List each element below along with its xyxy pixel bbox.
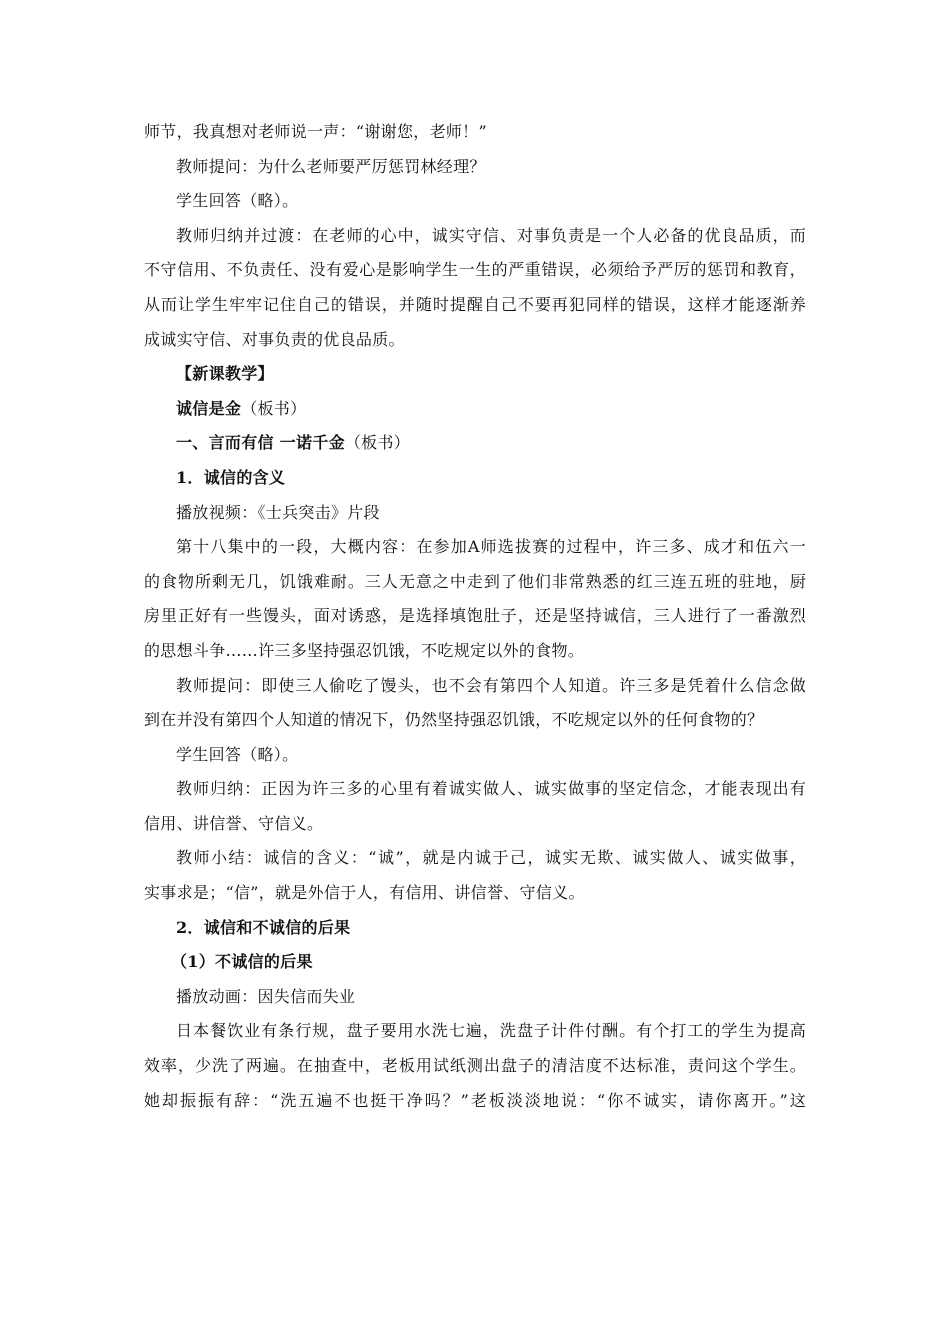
text-line: 成诚实守信、对事负责的优良品质。 — [144, 329, 405, 349]
text-line: 她却振振有辞：“洗五遍不也挺干净吗？”老板淡淡地说：“你不诚实，请你离开。”这 — [144, 1090, 806, 1110]
text-line: 播放动画：因失信而失业 — [176, 986, 356, 1006]
text-line: 师节，我真想对老师说一声：“谢谢您，老师！” — [144, 122, 487, 141]
text-line: 效率，少洗了两遍。在抽查中，老板用试纸测出盘子的清洁度不达标准，责问这个学生。 — [144, 1056, 806, 1076]
text-line: 2．诚信和不诚信的后果 — [176, 917, 351, 937]
text-run: （板书） — [241, 398, 307, 418]
text-line: 的食物所剩无几，饥饿难耐。三人无意之中走到了他们非常熟悉的红三连五班的驻地，厨 — [144, 571, 806, 591]
text-line: 的思想斗争……许三多坚持强忍饥饿，不吃规定以外的食物。 — [144, 640, 585, 660]
text-line: 学生回答（略）。 — [176, 191, 299, 211]
text-line: 教师提问：即使三人偷吃了馒头，也不会有第四个人知道。许三多是凭着什么信念做 — [176, 675, 806, 695]
text-line: 播放视频：《士兵突击》片段 — [176, 502, 380, 522]
text-run: 一、言而有信 一诺千金 — [176, 433, 345, 453]
text-line: 【新课教学】 — [176, 364, 274, 384]
text-line: 实事求是；“信”，就是外信于人，有信用、讲信誉、守信义。 — [144, 883, 585, 903]
document-body — [144, 115, 806, 1118]
text-line: 教师归纳：正因为许三多的心里有着诚实做人、诚实做事的坚定信念，才能表现出有 — [176, 779, 806, 799]
text-line: 教师提问：为什么老师要严厉惩罚林经理？ — [176, 156, 486, 176]
text-line — [144, 426, 806, 461]
text-line: 不守信用、不负责任、没有爱心是影响学生一生的严重错误，必须给予严厉的惩罚和教育， — [144, 260, 806, 280]
text-line: 信用、讲信誉、守信义。 — [144, 813, 324, 833]
text-line: （1）不诚信的后果 — [171, 952, 313, 972]
text-line: 1．诚信的含义 — [176, 467, 286, 487]
text-line: 日本餐饮业有条行规，盘子要用水洗七遍，洗盘子计件付酬。有个打工的学生为提高 — [176, 1021, 806, 1041]
text-line: 房里正好有一些馒头，面对诱惑，是选择填饱肚子，还是坚持诚信，三人进行了一番激烈 — [144, 606, 806, 626]
text-line: 教师归纳并过渡：在老师的心中，诚实守信、对事负责是一个人必备的优良品质，而 — [176, 225, 806, 245]
text-run: （板书） — [344, 433, 411, 453]
text-line: 从而让学生牢牢记住自己的错误，并随时提醒自己不要再犯同样的错误，这样才能逐渐养 — [144, 294, 806, 314]
document-page — [144, 115, 806, 1118]
text-line: 教师小结：诚信的含义：“诚”，就是内诚于己，诚实无欺、诚实做人、诚实做事， — [176, 848, 806, 868]
text-run: 诚信是金 — [176, 398, 242, 418]
text-line: 到在并没有第四个人知道的情况下，仍然坚持强忍饥饿，不吃规定以外的任何食物的？ — [144, 710, 764, 730]
text-line: 学生回答（略）。 — [176, 744, 299, 764]
text-line: 第十八集中的一段，大概内容：在参加A师选拔赛的过程中，许三多、成才和伍六一 — [176, 537, 806, 557]
text-line — [144, 392, 806, 427]
